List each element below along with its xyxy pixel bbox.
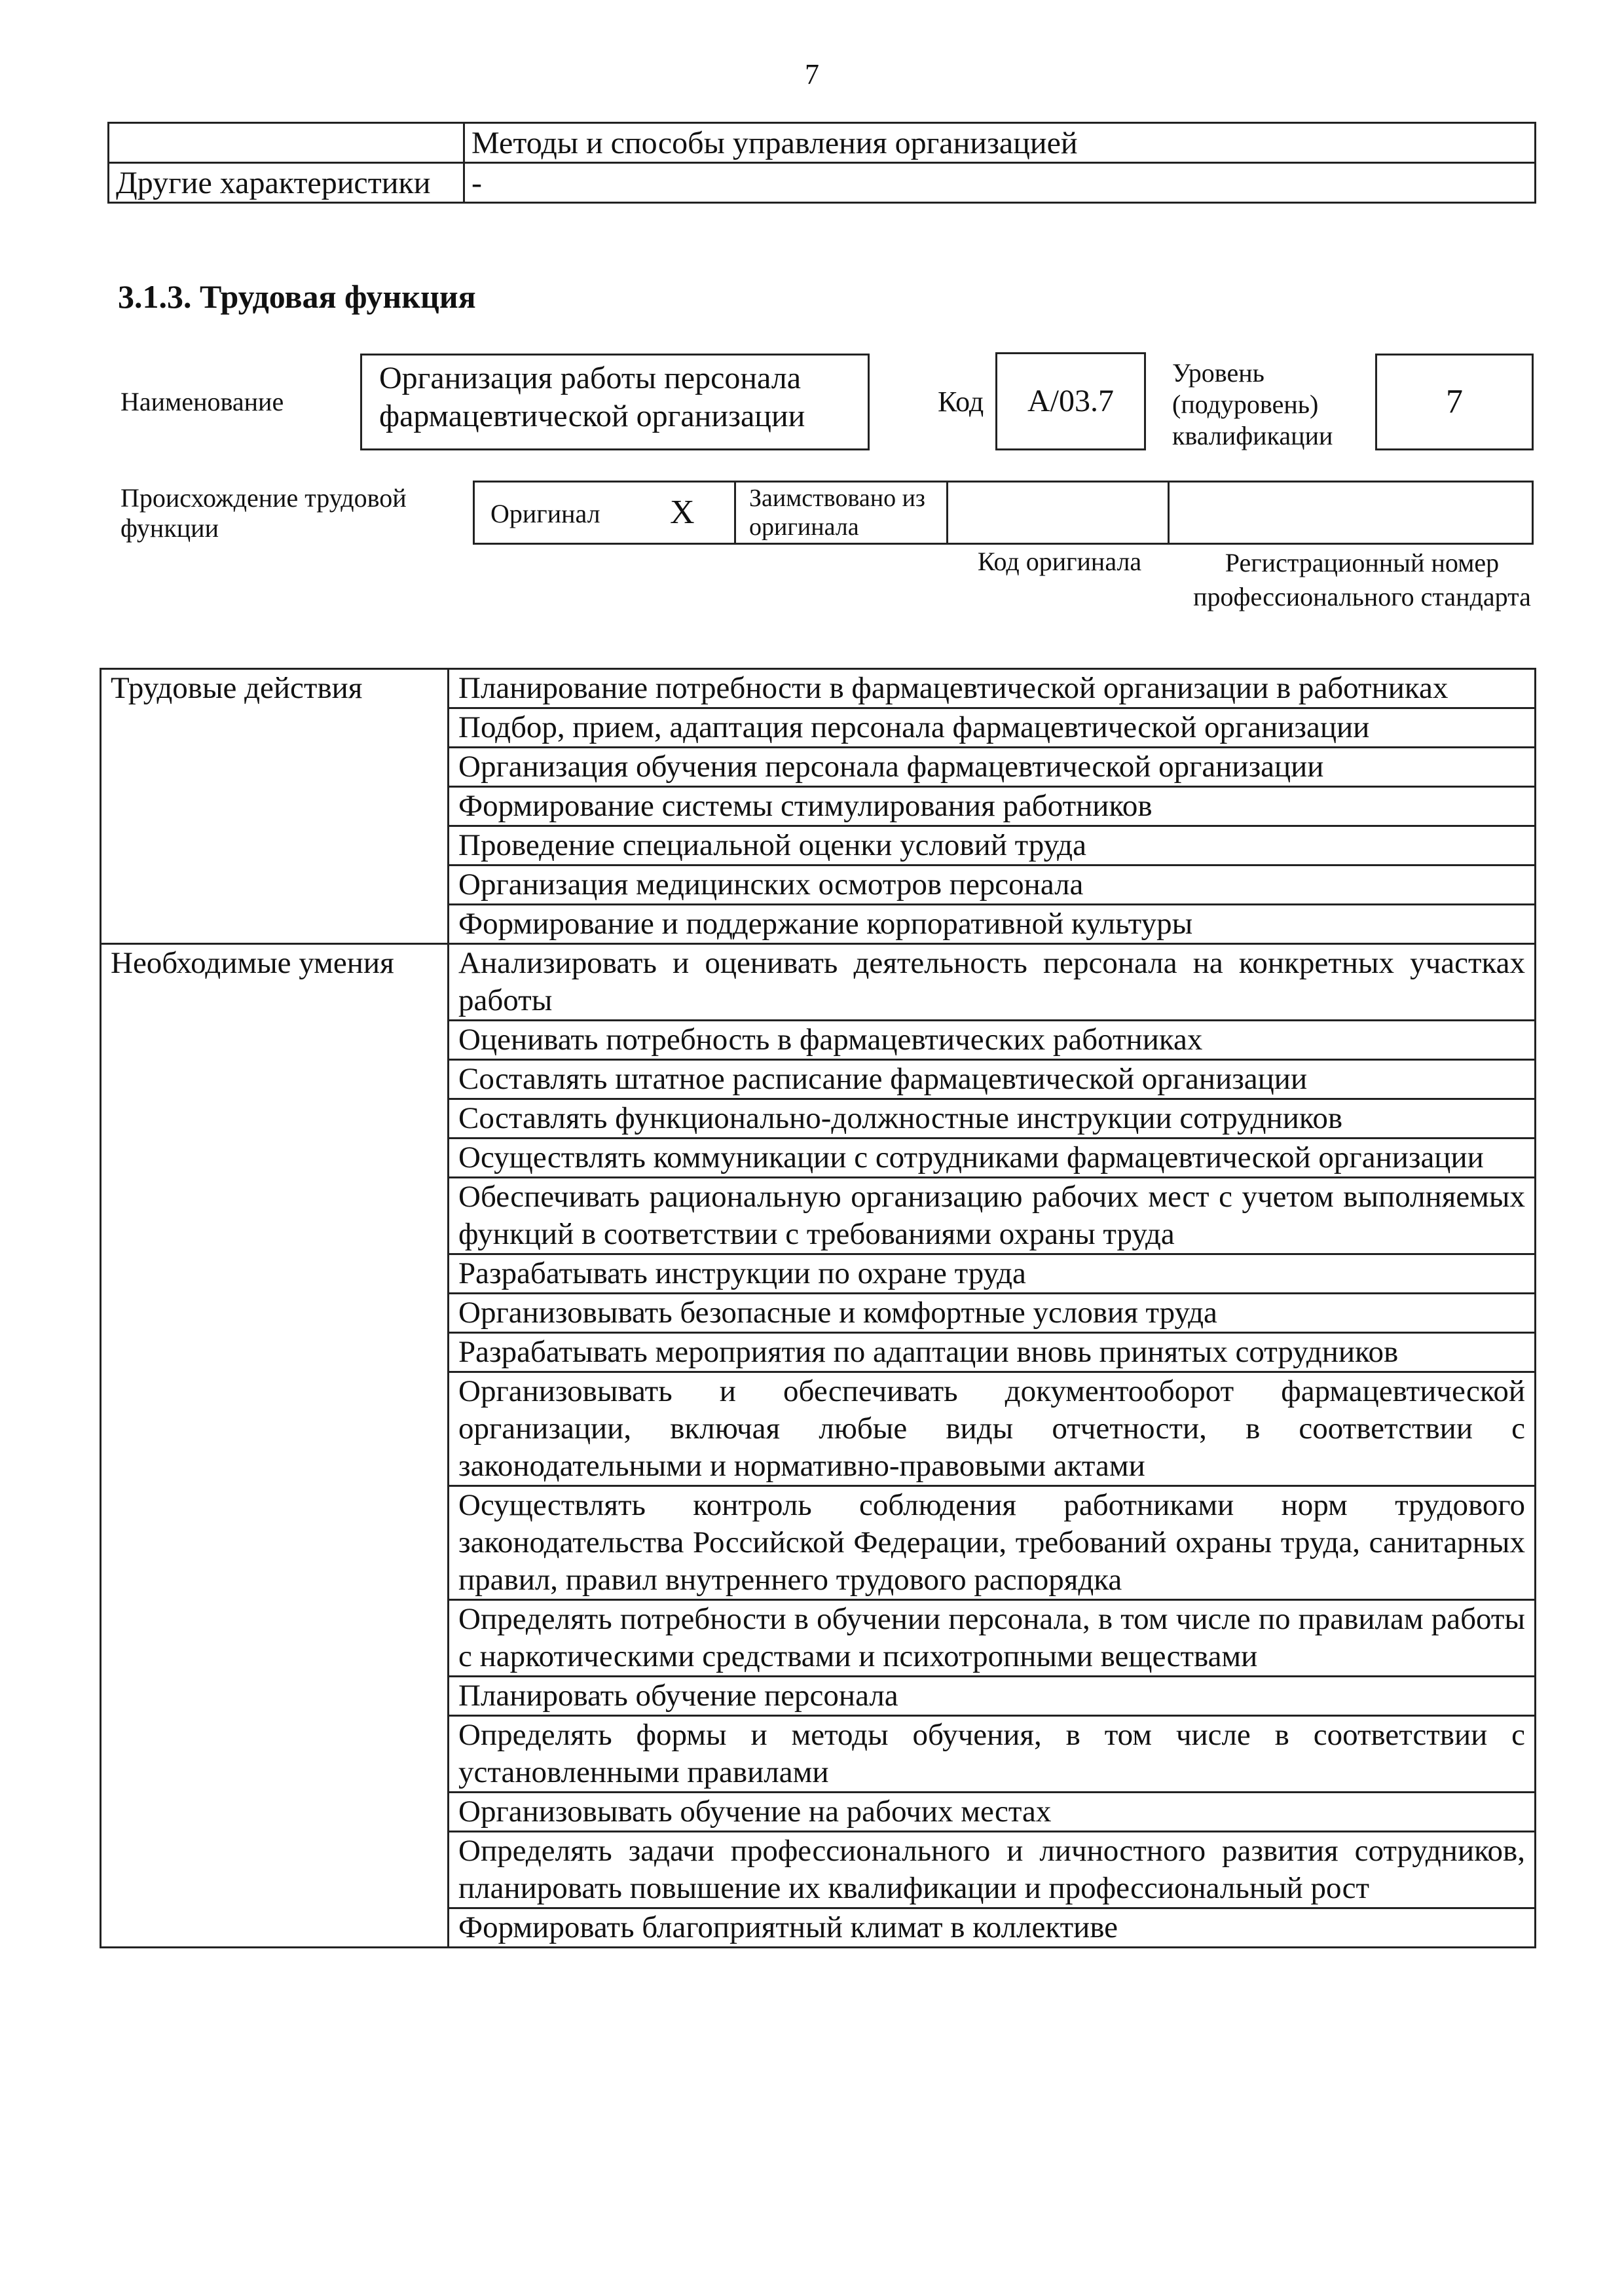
labor-action-item: Формирование системы стимулирования работников [449, 787, 1536, 826]
page-number: 7 [805, 58, 819, 90]
section-heading: 3.1.3. Трудовая функция [118, 278, 476, 315]
origin-label: Происхождение трудовой функции [120, 483, 407, 543]
skill-item: Осуществлять коммуникации с сотрудниками фармацевтической организации [449, 1139, 1536, 1178]
labor-actions-label: Трудовые действия [101, 669, 449, 944]
other-characteristics-label: Другие характеристики [109, 163, 464, 203]
table-row [101, 944, 1536, 1021]
table-row [101, 669, 1536, 708]
main-table [100, 668, 1536, 1948]
skill-item: Обеспечивать рациональную организацию рабочих мест с учетом выполняемых функций в соответствии с требованиями охраны труда [449, 1178, 1536, 1254]
skill-item: Формировать благоприятный климат в коллективе [449, 1908, 1536, 1948]
skill-item: Составлять функционально-должностные инструкции сотрудников [449, 1099, 1536, 1139]
code-original-cell [950, 483, 1170, 543]
code-value: А/03.7 [995, 352, 1146, 450]
labor-action-item: Планирование потребности в фармацевтической организации в работниках [449, 669, 1536, 708]
other-characteristics-value: - [464, 163, 1536, 203]
skill-item: Оценивать потребность в фармацевтических работниках [449, 1021, 1536, 1060]
table-row [109, 163, 1536, 203]
labor-action-item: Организация обучения персонала фармацевтической организации [449, 748, 1536, 787]
cell-value: Методы и способы управления организацией [464, 123, 1536, 163]
code-label: Код [938, 386, 984, 418]
skill-item: Организовывать безопасные и комфортные условия труда [449, 1294, 1536, 1333]
skill-item: Составлять штатное расписание фармацевтической организации [449, 1060, 1536, 1099]
reg-number-caption: Регистрационный номер профессионального стандарта [1193, 548, 1531, 611]
skill-item: Разрабатывать мероприятия по адаптации вновь принятых сотрудников [449, 1333, 1536, 1372]
borrowed-label: Заимствовано из оригинала [736, 483, 948, 543]
labor-action-item: Формирование и поддержание корпоративной культуры [449, 905, 1536, 944]
empty-cell [109, 123, 464, 163]
skill-item: Определять задачи профессионального и личностного развития сотрудников, планировать повышение их квалификации и профессиональный рост [449, 1832, 1536, 1908]
name-label: Наименование [120, 387, 284, 416]
original-cell [475, 483, 736, 543]
original-label: Оригинал [490, 499, 600, 528]
name-value: Организация работы персонала фармацевтической организации [360, 354, 870, 450]
labor-action-item: Проведение специальной оценки условий труда [449, 826, 1536, 866]
labor-action-item: Подбор, прием, адаптация персонала фармацевтической организации [449, 708, 1536, 748]
table-row [109, 123, 1536, 163]
skill-item: Анализировать и оценивать деятельность персонала на конкретных участках работы [449, 944, 1536, 1021]
skill-item: Определять потребности в обучении персонала, в том числе по правилам работы с наркотическими средствами и психотропными веществами [449, 1600, 1536, 1677]
skills-label: Необходимые умения [101, 944, 449, 1948]
skill-item: Организовывать обучение на рабочих местах [449, 1793, 1536, 1832]
skill-item: Организовывать и обеспечивать документооборот фармацевтической организации, включая любые виды отчетности, в соответствии с законодательными и нормативно-правовыми актами [449, 1372, 1536, 1486]
labor-action-item: Организация медицинских осмотров персонала [449, 866, 1536, 905]
skill-item: Осуществлять контроль соблюдения работниками норм трудового законодательства Российской Федерации, требований охраны труда, санитарных правил, правил внутреннего трудового распорядка [449, 1486, 1536, 1600]
skill-item: Разрабатывать инструкции по охране труда [449, 1254, 1536, 1294]
level-value: 7 [1375, 354, 1534, 450]
level-label: Уровень (подуровень) квалификации [1172, 358, 1333, 450]
skill-item: Определять формы и методы обучения, в том числе в соответствии с установленными правилами [449, 1716, 1536, 1793]
origin-table [473, 481, 1534, 545]
code-original-caption: Код оригинала [977, 547, 1142, 576]
skill-item: Планировать обучение персонала [449, 1677, 1536, 1716]
top-table [107, 122, 1536, 204]
original-mark: Х [670, 494, 695, 531]
